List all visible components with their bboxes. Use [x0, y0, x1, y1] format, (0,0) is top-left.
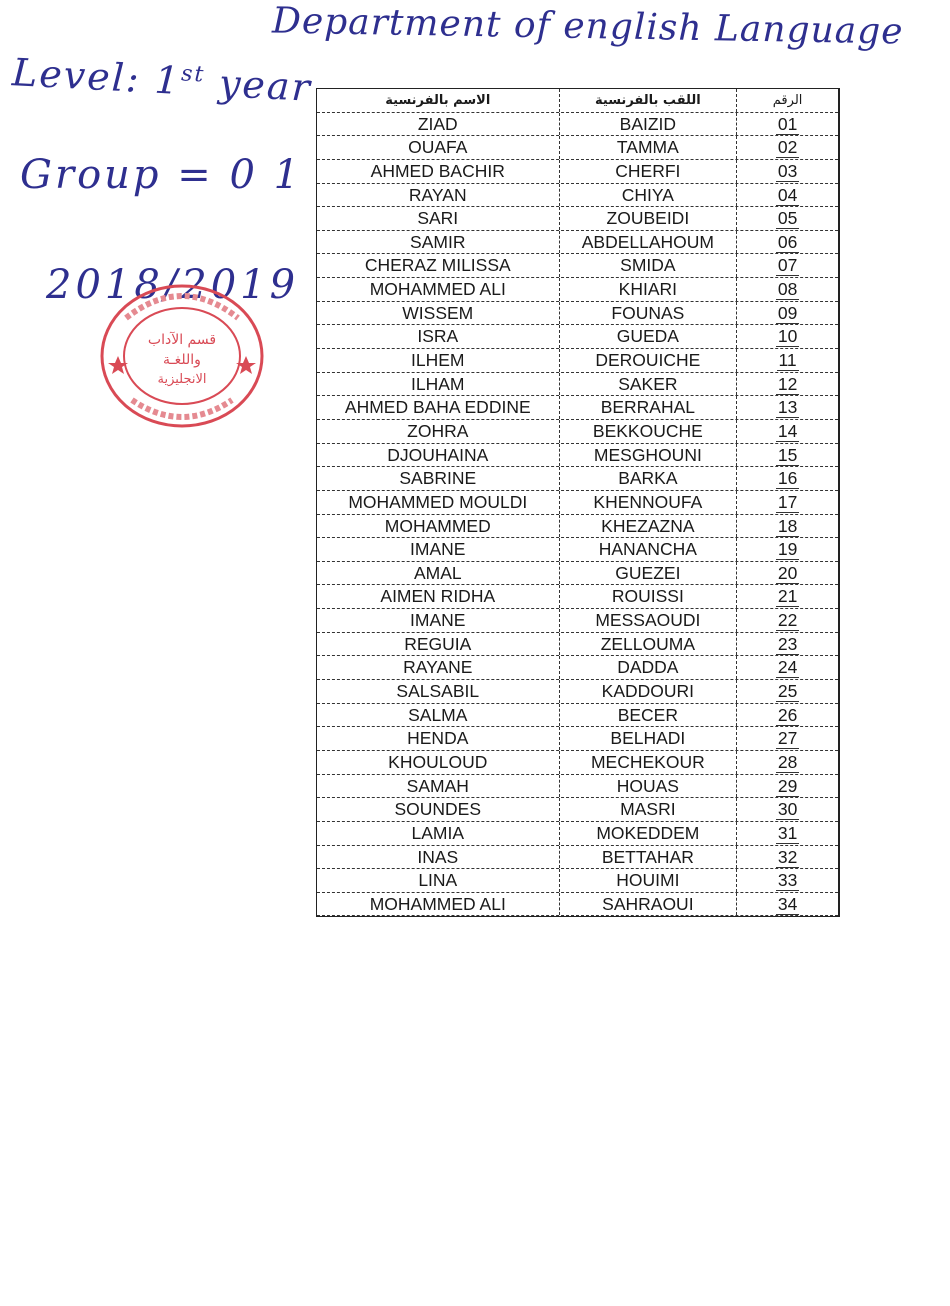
row-number-value: 32 — [777, 846, 798, 867]
table-row — [317, 231, 838, 255]
table-row — [317, 680, 838, 704]
first-name-cell: WISSEM — [317, 302, 560, 325]
table-row — [317, 349, 838, 373]
last-name-cell: BECER — [560, 704, 738, 727]
table-row — [317, 491, 838, 515]
row-number-value: 09 — [777, 302, 798, 323]
row-number-value: 28 — [777, 751, 798, 772]
number-cell — [737, 585, 838, 608]
table-row — [317, 184, 838, 208]
table-row — [317, 136, 838, 160]
row-number-value: 04 — [777, 184, 798, 205]
row-number-value: 24 — [777, 657, 798, 678]
table-row — [317, 798, 838, 822]
first-name-cell: RAYANE — [317, 656, 560, 679]
number-cell — [737, 491, 838, 514]
number-cell — [737, 656, 838, 679]
first-name-cell: SARI — [317, 207, 560, 230]
last-name-cell: MESSAOUDI — [560, 609, 738, 632]
row-number-value: 23 — [777, 633, 798, 654]
row-number-value: 07 — [777, 255, 798, 276]
level-superscript: st — [180, 61, 207, 88]
group-note: Group = 0 1 — [20, 152, 303, 198]
table-row — [317, 727, 838, 751]
number-cell — [737, 396, 838, 419]
last-name-cell: BAIZID — [560, 113, 738, 136]
first-name-cell: SAMAH — [317, 775, 560, 798]
row-number-value: 31 — [777, 822, 798, 843]
number-cell — [737, 349, 838, 372]
last-name-cell: SAKER — [560, 373, 738, 396]
last-name-cell: GUEZEI — [560, 562, 738, 585]
number-cell — [737, 113, 838, 136]
table-row — [317, 751, 838, 775]
last-name-cell: HANANCHA — [560, 538, 738, 561]
table-body — [317, 113, 838, 917]
last-name-cell: HOUAS — [560, 775, 738, 798]
last-name-cell: BEKKOUCHE — [560, 420, 738, 443]
row-number-value: 05 — [777, 208, 798, 229]
header-first-name: الاسم بالفرنسية — [317, 89, 560, 112]
number-cell — [737, 207, 838, 230]
table-row — [317, 846, 838, 870]
row-number-value: 18 — [777, 515, 798, 536]
table-row — [317, 254, 838, 278]
last-name-cell: ROUISSI — [560, 585, 738, 608]
number-cell — [737, 893, 838, 916]
last-name-cell: ABDELLAHOUM — [560, 231, 738, 254]
last-name-cell: ZELLOUMA — [560, 633, 738, 656]
last-name-cell: CHERFI — [560, 160, 738, 183]
stamp-text-department: قسم الآداب — [147, 332, 217, 348]
last-name-cell: TAMMA — [560, 136, 738, 159]
last-name-cell: CHIYA — [560, 184, 738, 207]
last-name-cell: DEROUICHE — [560, 349, 738, 372]
level-year-word: year — [203, 60, 313, 110]
first-name-cell: ZOHRA — [317, 420, 560, 443]
stamp-text-language: واللغـة — [163, 352, 201, 368]
row-number-value: 19 — [777, 539, 798, 560]
row-number-value: 30 — [777, 799, 798, 820]
last-name-cell: BERRAHAL — [560, 396, 738, 419]
last-name-cell: HOUIMI — [560, 869, 738, 892]
first-name-cell: OUAFA — [317, 136, 560, 159]
table-row — [317, 302, 838, 326]
first-name-cell: IMANE — [317, 609, 560, 632]
table-row — [317, 562, 838, 586]
row-number-value: 12 — [777, 373, 798, 394]
table-row — [317, 822, 838, 846]
table-row — [317, 585, 838, 609]
number-cell — [737, 822, 838, 845]
level-note — [11, 50, 313, 110]
table-row — [317, 704, 838, 728]
row-number-value: 27 — [777, 728, 798, 749]
row-number-value: 20 — [777, 562, 798, 583]
header-last-name: اللقب بالفرنسية — [560, 89, 738, 112]
last-name-cell: KHEZAZNA — [560, 515, 738, 538]
last-name-cell: SAHRAOUI — [560, 893, 738, 916]
row-number-value: 13 — [777, 397, 798, 418]
last-name-cell: BELHADI — [560, 727, 738, 750]
number-cell — [737, 302, 838, 325]
first-name-cell: MOHAMMED ALI — [317, 278, 560, 301]
row-number-value: 14 — [777, 420, 798, 441]
table-row — [317, 869, 838, 893]
table-row — [317, 515, 838, 539]
table-row — [317, 207, 838, 231]
number-cell — [737, 562, 838, 585]
first-name-cell: ISRA — [317, 325, 560, 348]
number-cell — [737, 798, 838, 821]
level-label: Level: 1 — [11, 50, 183, 103]
number-cell — [737, 373, 838, 396]
table-row — [317, 538, 838, 562]
first-name-cell: ILHAM — [317, 373, 560, 396]
number-cell — [737, 325, 838, 348]
first-name-cell: HENDA — [317, 727, 560, 750]
table-row — [317, 656, 838, 680]
first-name-cell: SOUNDES — [317, 798, 560, 821]
last-name-cell: MESGHOUNI — [560, 444, 738, 467]
first-name-cell: ZIAD — [317, 113, 560, 136]
number-cell — [737, 254, 838, 277]
table-row — [317, 396, 838, 420]
row-number-value: 21 — [777, 586, 798, 607]
table-row — [317, 373, 838, 397]
stamp-text-english: الانجليزية — [157, 372, 207, 387]
student-roster-table — [316, 88, 840, 917]
first-name-cell: SAMIR — [317, 231, 560, 254]
first-name-cell: SALMA — [317, 704, 560, 727]
row-number-value: 25 — [777, 681, 798, 702]
table-row — [317, 278, 838, 302]
table-row — [317, 633, 838, 657]
row-number-value: 01 — [777, 113, 798, 134]
first-name-cell: RAYAN — [317, 184, 560, 207]
first-name-cell: ILHEM — [317, 349, 560, 372]
first-name-cell: AHMED BAHA EDDINE — [317, 396, 560, 419]
first-name-cell: AIMEN RIDHA — [317, 585, 560, 608]
number-cell — [737, 775, 838, 798]
row-number-value: 15 — [777, 444, 798, 465]
last-name-cell: DADDA — [560, 656, 738, 679]
last-name-cell: FOUNAS — [560, 302, 738, 325]
number-cell — [737, 538, 838, 561]
number-cell — [737, 609, 838, 632]
number-cell — [737, 515, 838, 538]
first-name-cell: LAMIA — [317, 822, 560, 845]
number-cell — [737, 727, 838, 750]
row-number-value: 26 — [777, 704, 798, 725]
last-name-cell: BETTAHAR — [560, 846, 738, 869]
row-number-value: 22 — [777, 610, 798, 631]
number-cell — [737, 751, 838, 774]
number-cell — [737, 869, 838, 892]
first-name-cell: REGUIA — [317, 633, 560, 656]
first-name-cell: AMAL — [317, 562, 560, 585]
number-cell — [737, 420, 838, 443]
academic-year-note: 2018/2019 — [46, 262, 300, 308]
last-name-cell: MECHEKOUR — [560, 751, 738, 774]
last-name-cell: KHIARI — [560, 278, 738, 301]
first-name-cell: IMANE — [317, 538, 560, 561]
row-number-value: 10 — [777, 326, 798, 347]
last-name-cell: KADDOURI — [560, 680, 738, 703]
first-name-cell: LINA — [317, 869, 560, 892]
first-name-cell: AHMED BACHIR — [317, 160, 560, 183]
table-row — [317, 160, 838, 184]
first-name-cell: CHERAZ MILISSA — [317, 254, 560, 277]
table-row — [317, 325, 838, 349]
last-name-cell: ZOUBEIDI — [560, 207, 738, 230]
row-number-value: 34 — [777, 893, 798, 914]
number-cell — [737, 680, 838, 703]
last-name-cell: GUEDA — [560, 325, 738, 348]
first-name-cell: KHOULOUD — [317, 751, 560, 774]
number-cell — [737, 444, 838, 467]
number-cell — [737, 231, 838, 254]
table-header-row — [317, 89, 838, 113]
department-heading: Department of english Language — [271, 0, 904, 53]
number-cell — [737, 184, 838, 207]
first-name-cell: INAS — [317, 846, 560, 869]
row-number-value: 29 — [777, 775, 798, 796]
first-name-cell: MOHAMMED — [317, 515, 560, 538]
row-number-value: 03 — [777, 160, 798, 181]
row-number-value: 11 — [778, 350, 797, 371]
row-number-value: 17 — [777, 491, 798, 512]
number-cell — [737, 704, 838, 727]
last-name-cell: KHENNOUFA — [560, 491, 738, 514]
table-row — [317, 420, 838, 444]
number-cell — [737, 278, 838, 301]
number-cell — [737, 846, 838, 869]
last-name-cell: MASRI — [560, 798, 738, 821]
table-row — [317, 775, 838, 799]
table-row — [317, 444, 838, 468]
number-cell — [737, 633, 838, 656]
first-name-cell: MOHAMMED MOULDI — [317, 491, 560, 514]
number-cell — [737, 467, 838, 490]
table-row — [317, 467, 838, 491]
first-name-cell: DJOUHAINA — [317, 444, 560, 467]
first-name-cell: SABRINE — [317, 467, 560, 490]
row-number-value: 06 — [777, 231, 798, 252]
header-number: الرقم — [772, 93, 803, 108]
first-name-cell: MOHAMMED ALI — [317, 893, 560, 916]
last-name-cell: BARKA — [560, 467, 738, 490]
row-number-value: 16 — [777, 468, 798, 489]
row-number-value: 33 — [777, 870, 798, 891]
first-name-cell: SALSABIL — [317, 680, 560, 703]
row-number-value: 02 — [777, 137, 798, 158]
row-number-value: 08 — [777, 279, 798, 300]
table-row — [317, 113, 838, 137]
table-row — [317, 893, 838, 917]
table-row — [317, 609, 838, 633]
department-stamp — [96, 278, 268, 430]
last-name-cell: SMIDA — [560, 254, 738, 277]
number-cell — [737, 136, 838, 159]
last-name-cell: MOKEDDEM — [560, 822, 738, 845]
number-cell — [737, 160, 838, 183]
